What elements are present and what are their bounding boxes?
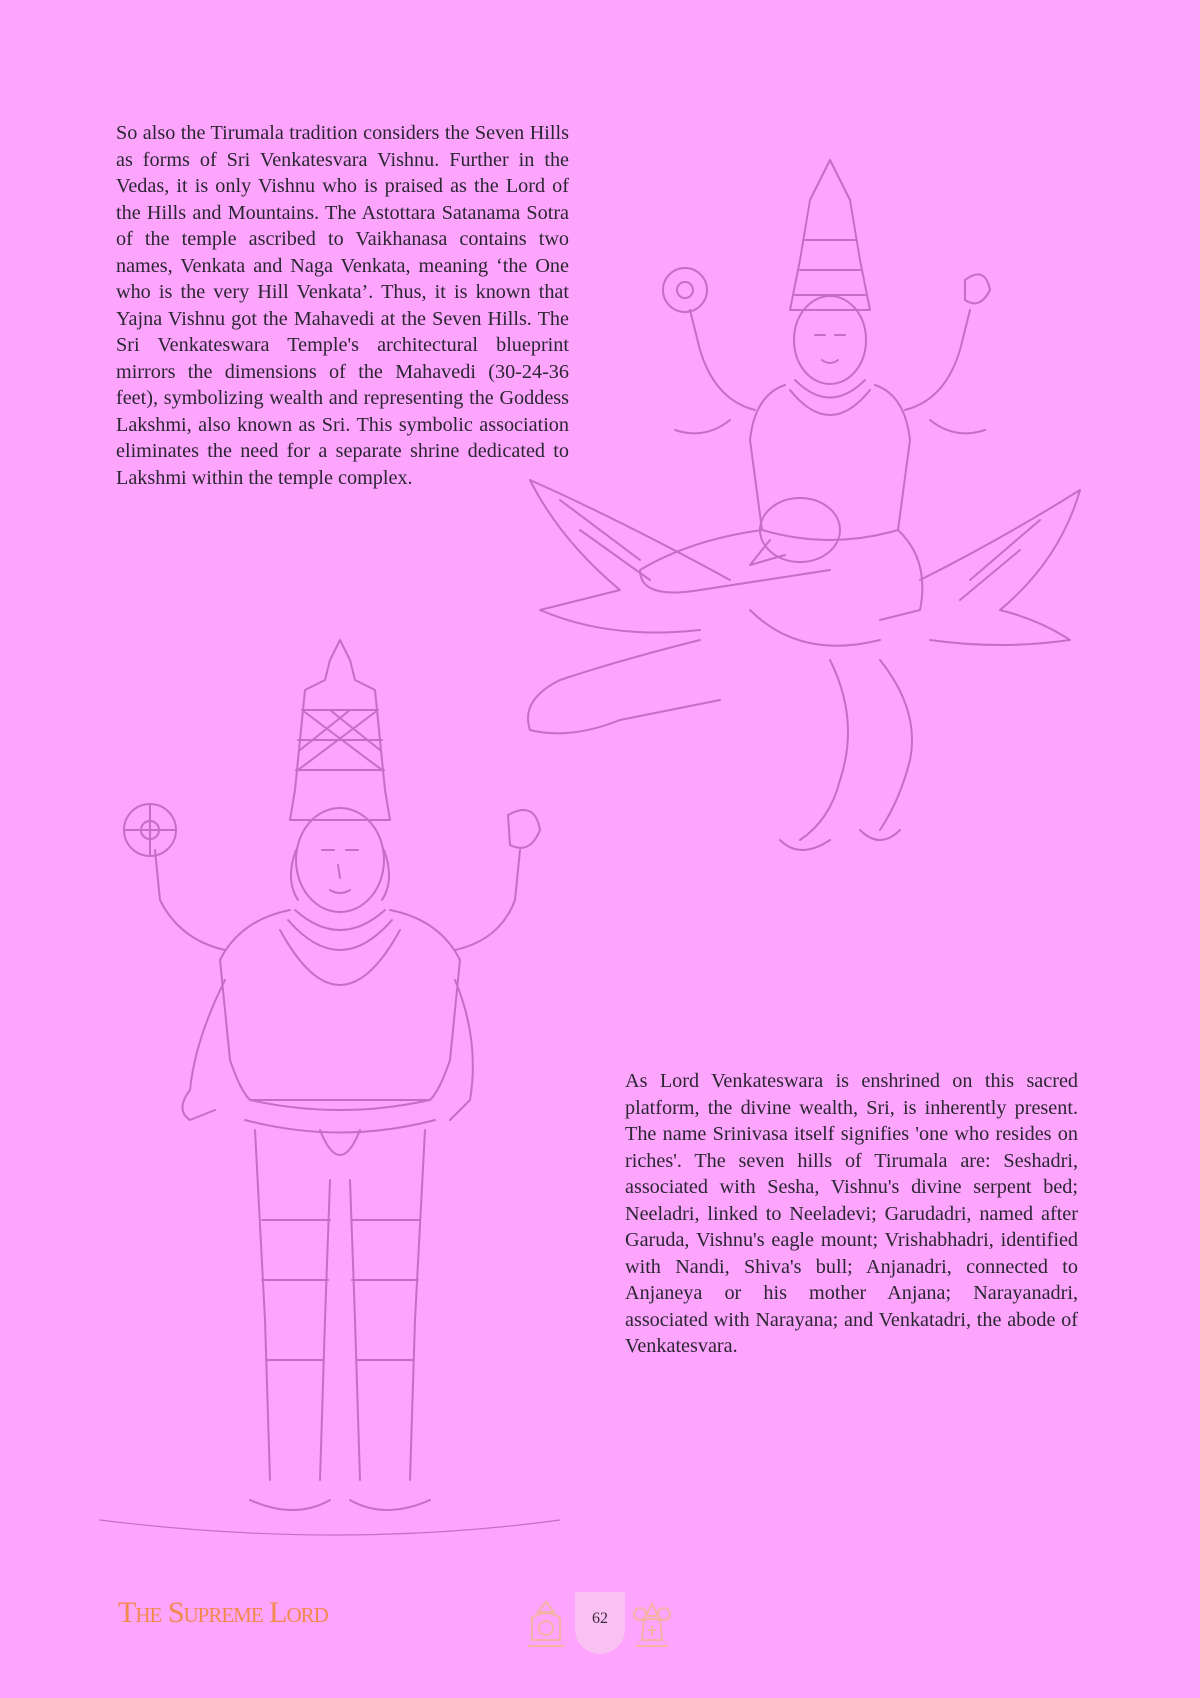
page-number: 62 [592,1610,608,1627]
deity-emblem-icon [630,1600,674,1650]
body-paragraph-1: So also the Tirumala tradition considers the Seven Hills as forms of Sri Venkatesvara Vishnu. Further in the Vedas, it is only Vishnu who is praised as the Lord of the Hills and Mountains. The Astottara Satanama Sotra of the temple ascribed to Vaikhanasa contains two names, Venkata and Naga Venkata, meaning ‘the One who is the very Hill Venkata’. Thus, it is known that Yajna Vishnu got the Mahavedi at the Seven Hills. The Sri Venkateswara Temple's architectural blueprint mirrors the dimensions of the Mahavedi (30-24-36 feet), symbolizing wealth and representing the Goddess Lakshmi, also known as Sri. This symbolic association eliminates the need for a separate shrine dedicated to Lakshmi within the temple complex. [116,122,569,489]
body-paragraph-2: As Lord Venkateswara is enshrined on this sacred platform, the divine wealth, Sri, is inherently present. The name Srinivasa itself signifies 'one who resides on riches'. The seven hills of Tirumala are: Seshadri, associated with Sesha, Vishnu's divine serpent bed; Neeladri, linked to Neeladevi; Garudadri, named after Garuda, Vishnu's eagle mount; Vrishabhadri, identified with Nandi, Shiva's bull; Anjanadri, connected to Anjaneya or his mother Anjana; Narayanadri, associated with Narayana; and Venkatadri, the abode of Venkatesvara. [625,1070,1078,1357]
temple-emblem-icon [524,1600,568,1650]
standing-venkateswara-sketch [40,620,600,1560]
book-title: The Supreme Lord [118,1596,328,1629]
